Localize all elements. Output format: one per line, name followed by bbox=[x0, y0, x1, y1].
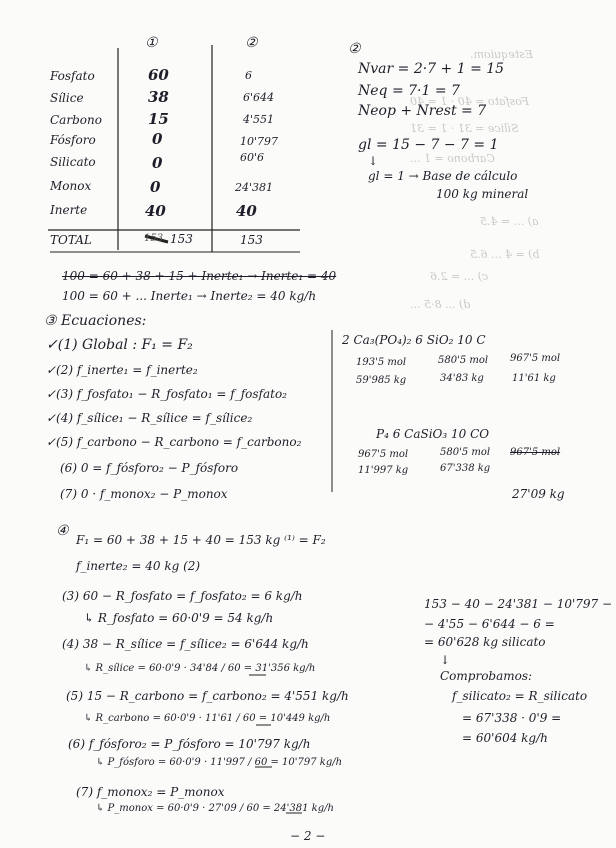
side-calc-heading: Comprobamos: bbox=[440, 669, 533, 683]
calc-line: ↳ R_fosfato = 60·0'9 = 54 kg/h bbox=[84, 611, 274, 625]
reaction-products: P₄ 6 CaSiO₃ 10 CO bbox=[376, 427, 490, 441]
reaction-value: 34'83 kg bbox=[440, 373, 484, 384]
calc-line: ↳ P_fósforo = 60·0'9 · 11'997 / 60 = 10'797 kg/h bbox=[96, 757, 343, 768]
ecuacion-item: ✓(5) f_carbono − R_carbono = f_carbono₂ bbox=[46, 435, 302, 449]
table-cell: 38 bbox=[148, 88, 169, 106]
inerte-line-struck: 100 = 60 + 38 + 15 + Inerte₁ → Inerte₁ = 40 bbox=[62, 269, 337, 283]
table-row-label: Silicato bbox=[50, 155, 96, 169]
ecuacion-item: ✓(1) Global : F₁ = F₂ bbox=[46, 337, 193, 353]
dof-nvar: Nvar = 2·7 + 1 = 15 bbox=[358, 61, 505, 77]
ecuaciones-heading: ③ Ecuaciones: bbox=[44, 313, 147, 329]
reaction-value: 59'985 kg bbox=[356, 375, 407, 386]
reaction-value: 193'5 mol bbox=[356, 357, 407, 368]
reaction-value: 11'61 kg bbox=[512, 373, 556, 384]
dof-arrow: ↓ bbox=[368, 154, 379, 168]
ecuacion-item: (7) 0 · f_monox₂ − P_monox bbox=[60, 487, 228, 501]
table-row-label: Fosfato bbox=[50, 69, 95, 83]
ecuacion-item: ✓(2) f_inerte₁ = f_inerte₂ bbox=[46, 363, 198, 377]
page-number: − 2 − bbox=[290, 829, 326, 843]
dof-base: 100 kg mineral bbox=[436, 187, 529, 201]
dof-marker: ② bbox=[348, 41, 361, 57]
side-calc-arrow: ↓ bbox=[440, 653, 451, 667]
side-calc-line: − 4'55 − 6'644 − 6 = bbox=[424, 617, 555, 631]
table-cell: 4'551 bbox=[243, 113, 275, 126]
table-total-label: TOTAL bbox=[50, 233, 92, 247]
dof-neq: Neq = 7·1 = 7 bbox=[358, 83, 460, 99]
table-row-label: Monox bbox=[50, 179, 92, 193]
reaction-value: 27'09 kg bbox=[512, 487, 565, 501]
bleed-through: Sílice = 31 · 1 = 31 bbox=[410, 122, 519, 135]
reaction-value: 11'997 kg bbox=[358, 465, 409, 476]
calc-line: (4) 38 − R_sílice = f_sílice₂ = 6'644 kg/h bbox=[62, 637, 309, 651]
calc-line: (3) 60 − R_fosfato = f_fosfato₂ = 6 kg/h bbox=[62, 589, 303, 603]
table-cell: 60'6 bbox=[240, 151, 265, 164]
reaction-value: 967'5 mol bbox=[510, 447, 561, 458]
table-total-struck: 153 bbox=[144, 233, 164, 244]
table-cell: 15 bbox=[148, 110, 169, 128]
table-row-label: Inerte bbox=[50, 203, 88, 217]
calc-line: (7) f_monox₂ = P_monox bbox=[76, 785, 225, 799]
side-calc-line: = 60'604 kg/h bbox=[462, 731, 548, 745]
reaction-value: 580'5 mol bbox=[440, 447, 491, 458]
table-cell: 6'644 bbox=[243, 91, 275, 104]
reaction-reactants: 2 Ca₃(PO₄)₂ 6 SiO₂ 10 C bbox=[342, 333, 486, 347]
ecuacion-item: ✓(4) f_sílice₁ − R_sílice = f_sílice₂ bbox=[46, 411, 253, 425]
table-col-header-2: ② bbox=[245, 35, 258, 51]
ecuacion-item: ✓(3) f_fosfato₁ − R_fosfato₁ = f_fosfato₂ bbox=[46, 387, 287, 401]
bleed-through: b) = 4 ... 6.5 bbox=[470, 248, 540, 261]
ecuacion-item: (6) 0 = f_fósforo₂ − P_fósforo bbox=[60, 461, 239, 475]
calc-line: (6) f_fósforo₂ = P_fósforo = 10'797 kg/h bbox=[68, 737, 311, 751]
dof-neop: Neop + Nrest = 7 bbox=[358, 103, 487, 119]
reaction-value: 967'5 mol bbox=[358, 449, 409, 460]
calc-line: F₁ = 60 + 38 + 15 + 40 = 153 kg ⁽¹⁾ = F₂ bbox=[76, 533, 326, 547]
table-cell: 6 bbox=[245, 69, 252, 82]
dof-gl: gl = 15 − 7 − 7 = 1 bbox=[358, 137, 499, 153]
reaction-value: 967'5 mol bbox=[510, 353, 561, 364]
table-row-label: Carbono bbox=[50, 113, 102, 127]
inerte-line: 100 = 60 + ... Inerte₁ → Inerte₂ = 40 kg/h bbox=[62, 289, 317, 303]
table-cell: 40 bbox=[236, 202, 257, 220]
bleed-through: c) ... = 2.6 bbox=[430, 270, 489, 283]
bleed-through: Carbono = 1 ... bbox=[410, 152, 495, 165]
calc-marker: ④ bbox=[56, 523, 69, 539]
reaction-value: 67'338 kg bbox=[440, 463, 491, 474]
table-cell: 10'797 bbox=[240, 135, 279, 148]
table-cell: 60 bbox=[148, 66, 169, 84]
bleed-through: Fosfato = 40 · 1 = 40 bbox=[410, 95, 529, 108]
table-cell: 40 bbox=[145, 202, 166, 220]
side-calc-line: f_silicato₂ = R_silicato bbox=[452, 689, 588, 703]
table-cell: 0 bbox=[152, 154, 163, 172]
bleed-through: Estequiom. bbox=[470, 48, 533, 61]
table-row-label: Sílice bbox=[50, 91, 84, 105]
table-total-c1: 153 bbox=[170, 232, 193, 246]
table-row-label: Fósforo bbox=[50, 133, 96, 147]
side-calc-line: = 67'338 · 0'9 = bbox=[462, 711, 562, 725]
table-col-header-1: ① bbox=[145, 35, 158, 51]
side-calc-line: 153 − 40 − 24'381 − 10'797 − bbox=[424, 597, 613, 611]
calc-line: (5) 15 − R_carbono = f_carbono₂ = 4'551 kg/h bbox=[66, 689, 349, 703]
bleed-through: d) ... 8·5 ... bbox=[410, 298, 471, 311]
reaction-value: 580'5 mol bbox=[438, 355, 489, 366]
table-cell: 0 bbox=[150, 178, 161, 196]
dof-gl1: gl = 1 → Base de cálculo bbox=[368, 169, 518, 183]
side-calc-line: = 60'628 kg silicato bbox=[424, 635, 546, 649]
bleed-through: a) ... = 4.5 bbox=[480, 215, 539, 228]
table-cell: 0 bbox=[152, 130, 163, 148]
table-total-c2: 153 bbox=[240, 233, 263, 247]
calc-line: ↳ R_carbono = 60·0'9 · 11'61 / 60 = 10'449 kg/h bbox=[84, 713, 331, 724]
calc-line: ↳ R_sílice = 60·0'9 · 34'84 / 60 = 31'356 kg/h bbox=[84, 663, 316, 674]
table-cell: 24'381 bbox=[235, 181, 274, 194]
calc-line: ↳ P_monox = 60·0'9 · 27'09 / 60 = 24'381 kg/h bbox=[96, 803, 334, 814]
calc-line: f_inerte₂ = 40 kg (2) bbox=[76, 559, 201, 573]
